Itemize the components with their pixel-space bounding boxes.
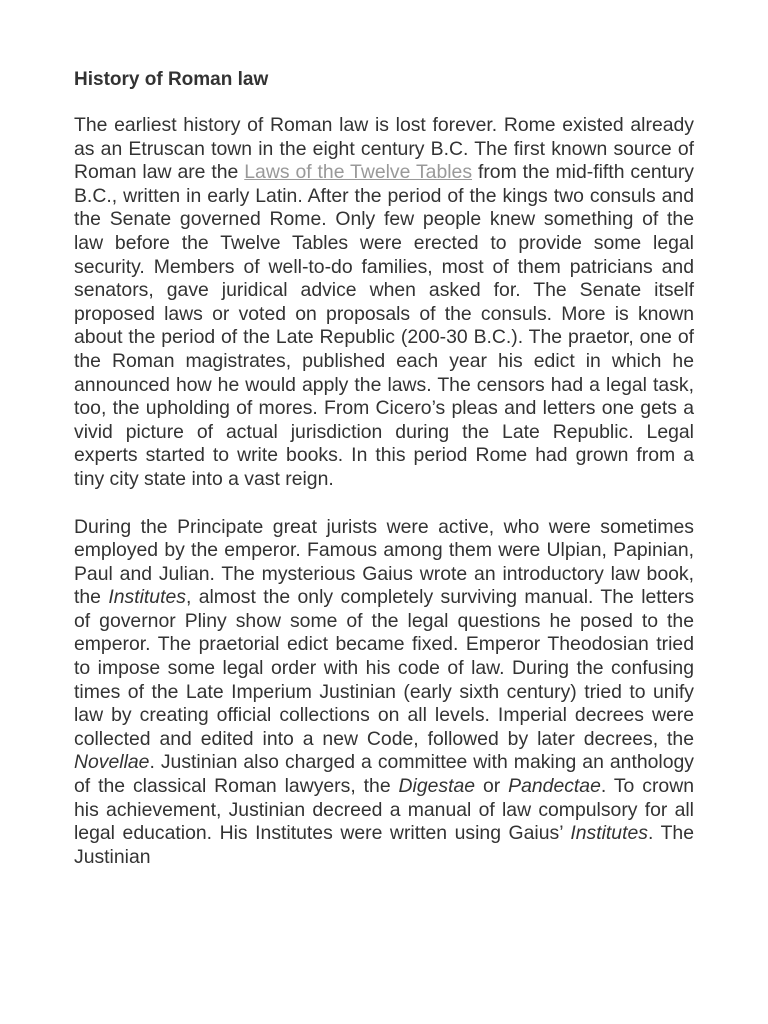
italic-institutes-2: Institutes (570, 822, 648, 845)
paragraph-2-text-2: , almost the only completely surviving manual. The letters of governor Pliny show some of the legal questions he posed to the emperor. The praetorial edict became fixed. Emperor Theodosian tried to impose some legal order with his code of law. During the confusing times of the Late Imperium Justinian (early sixth century) tried to unify law by creating official collections on all levels. Imperial decrees were collected and edited into a new Code, followed by later decrees, the (74, 586, 695, 750)
paragraph-2-text-5: . To crown his achievement, Justinian decreed a manual of law compulsory for all legal education. His Institutes were written using Gaius’ (74, 775, 694, 845)
document-page (74, 66, 694, 893)
twelve-tables-link[interactable]: Laws of the Twelve Tables (244, 161, 473, 184)
italic-institutes-1: Institutes (108, 586, 186, 609)
paragraph-1-text-b: from the mid-fifth century B.C., written in early Latin. After the period of the kings two consuls and the Senate governed Rome. Only few people knew something of the law before the Twelve Tables were erected to provide some legal security. Members of well-to-do families, most of them patricians and senators, gave juridical advice when asked for. The Senate itself proposed laws or voted on proposals of the consuls. More is known about the period of the Late Republic (200-30 B.C.). The praetor, one of the Roman magistrates, published each year his edict in which he announced how he would apply the laws. The censors had a legal task, too, the upholding of mores. From Cicero’s pleas and letters one gets a vivid picture of actual jurisdiction during the Late Republic. Legal experts started to write books. In this period Rome had grown from a tiny city state into a vast reign. (74, 161, 694, 490)
italic-novellae: Novellae (74, 751, 150, 774)
paragraph-2-text-3: . Justinian also charged a committee with making an anthology of the classical Roman lawyers, the (74, 751, 694, 798)
paragraph-2-text-4: or (475, 775, 509, 798)
paragraph-2-text-6: . The Justinian (74, 822, 694, 868)
paragraph-2 (74, 516, 694, 870)
paragraph-1 (74, 114, 694, 492)
paragraph-2-text-1: During the Principate great jurists were active, who were sometimes employed by the emperor. Famous among them were Ulpian, Papinian, Paul and Julian. The mysterious Gaius wrote an introductory law book, the (74, 515, 694, 609)
paragraph-1-text-a: The earliest history of Roman law is lost forever. Rome existed already as an Etruscan town in the eight century B.C. The first known source of Roman law are the (74, 114, 694, 184)
italic-pandectae: Pandectae (508, 775, 601, 798)
italic-digestae: Digestae (398, 775, 476, 798)
document-title: History of Roman law (74, 69, 269, 90)
